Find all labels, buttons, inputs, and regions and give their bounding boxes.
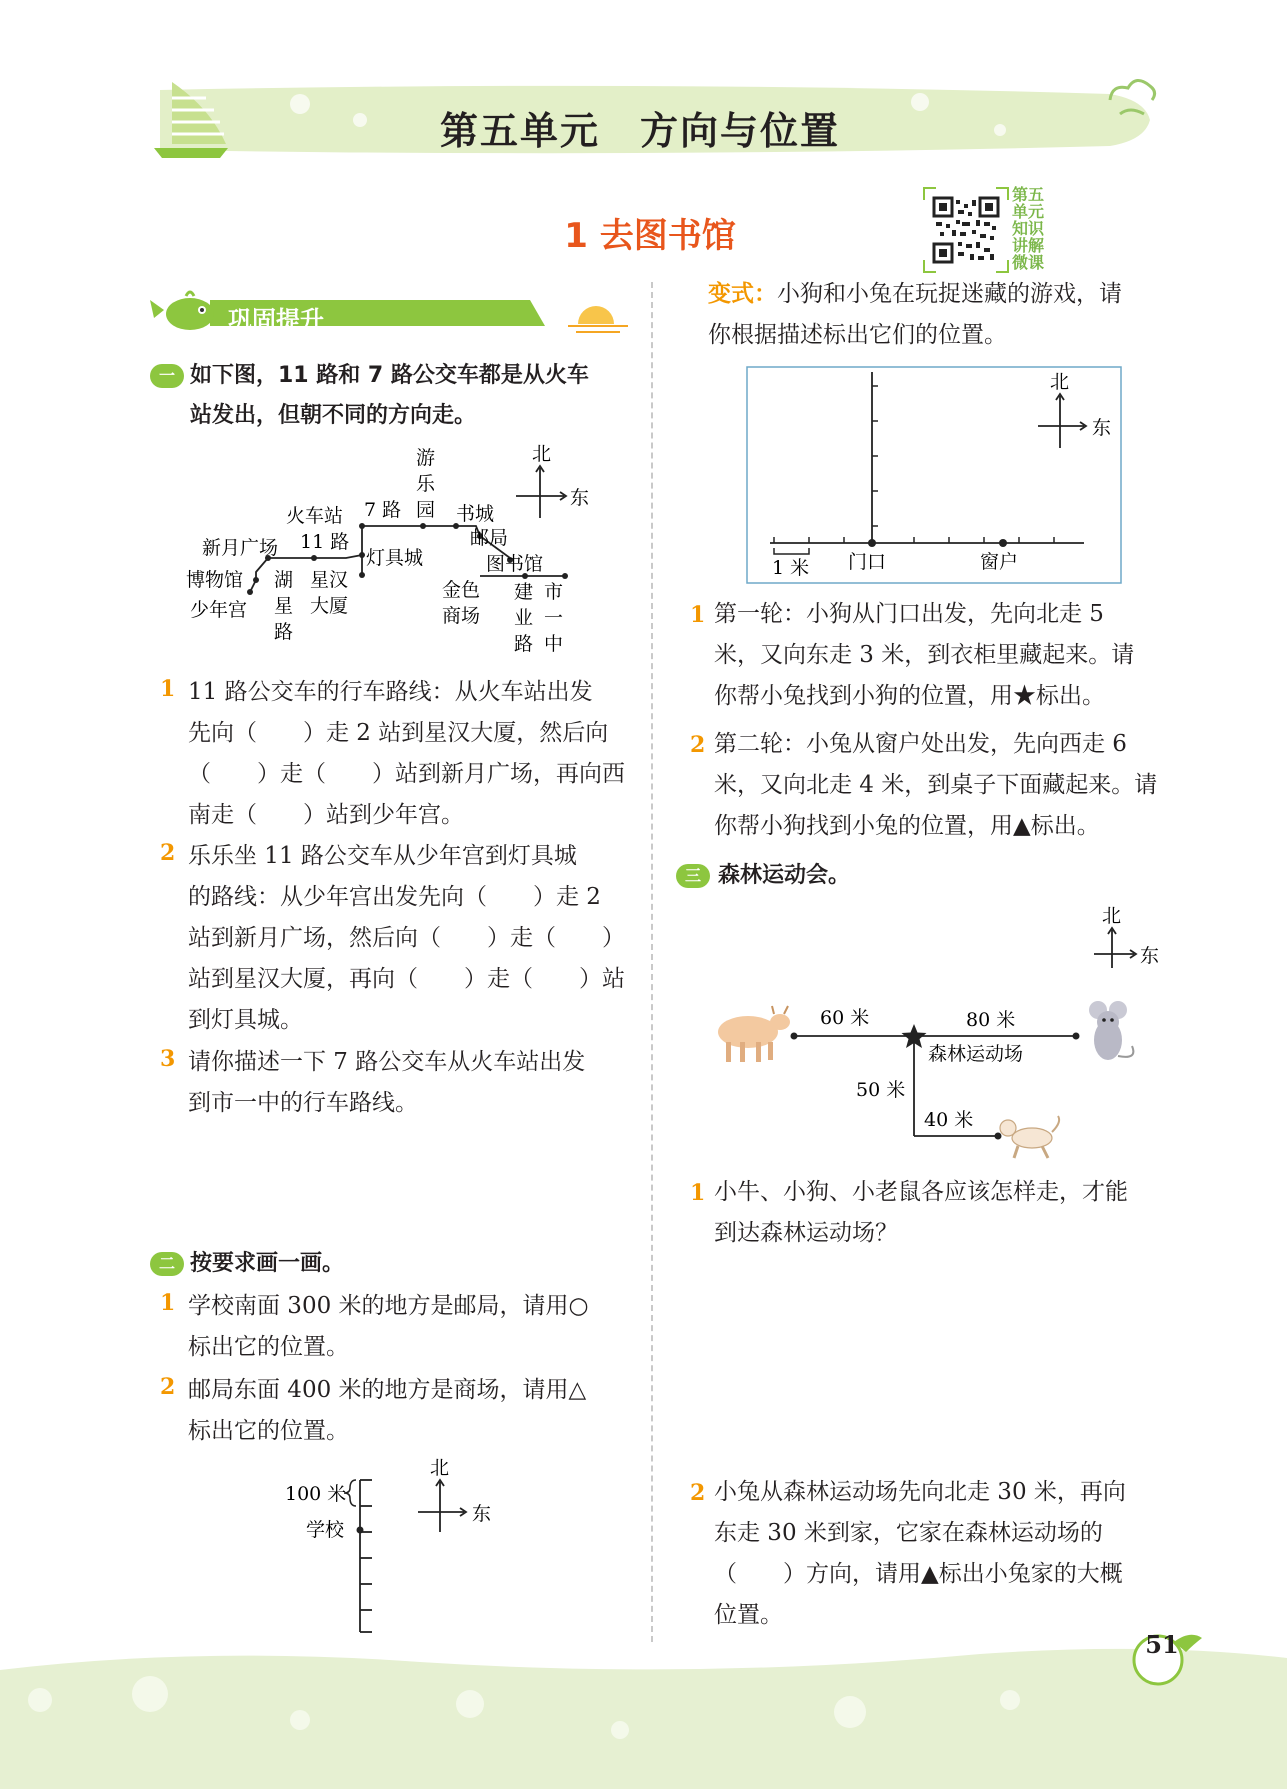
label-route7: 7 路: [364, 499, 402, 521]
sec2-q2-number: 2: [160, 1374, 176, 1400]
label-hu-road-2: 星: [274, 595, 294, 617]
label-jinse-2: 商场: [442, 605, 481, 627]
cow-icon: [718, 1006, 790, 1062]
variant-q2-line-3: 你帮小狗找到小兔的位置，用▲标出。: [714, 813, 1100, 839]
label-park-3: 园: [416, 499, 436, 521]
label-hu-road-3: 路: [274, 621, 294, 643]
label-lamp-city: 灯具城: [366, 547, 424, 569]
variant-q1-text: [714, 594, 1134, 717]
variant-line-1: 小狗和小兔在玩捉迷藏的游戏，请: [777, 281, 1122, 307]
label-jianye-3: 路: [514, 633, 534, 655]
sec3-q2-line-3: （ ）方向，请用▲标出小兔家的大概: [714, 1561, 1123, 1587]
bus-route-map: [180, 440, 620, 670]
sec2-q1-line-1: 学校南面 300 米的地方是邮局，请用○: [188, 1293, 589, 1319]
sec2-q1-number: 1: [160, 1290, 176, 1316]
qr-caption: 第五单元知识讲解微课: [1012, 185, 1045, 272]
dist-south: 50 米: [856, 1079, 906, 1101]
q1-line-1: 11 路公交车的行车路线：从火车站出发: [188, 679, 593, 705]
label-youth-palace: 少年宫: [190, 599, 248, 621]
scale-label: 100 米: [285, 1483, 347, 1505]
q2-line-1: 乐乐坐 11 路公交车从少年宫到灯具城: [188, 843, 577, 869]
q3-line-1: 请你描述一下 7 路公交车从火车站出发: [188, 1049, 586, 1075]
unit-label: 1 米: [772, 557, 810, 579]
cloud-icon: [1100, 70, 1160, 130]
dist-dog: 40 米: [924, 1109, 974, 1131]
label-jianye-1: 建: [514, 581, 534, 603]
sec3-q2-text: [714, 1472, 1126, 1636]
sec3-q2-number: 2: [690, 1480, 706, 1506]
lesson-title: 1 去图书馆: [564, 216, 736, 256]
page-number: 51: [1145, 1630, 1179, 1659]
unit-title: 第五单元 方向与位置: [439, 109, 840, 153]
fig2-east: 东: [472, 1503, 492, 1525]
fig4-east: 东: [1140, 945, 1160, 967]
label-jinse-1: 金色: [442, 579, 481, 601]
variant-q2-line-1: 第二轮：小兔从窗户处出发，先向西走 6: [714, 731, 1127, 757]
map-north: 北: [532, 443, 552, 465]
variant-q2-line-2: 米，又向北走 4 米，到桌子下面藏起来。请: [714, 772, 1158, 798]
review-label: 巩固提升: [228, 306, 324, 334]
variant-q1-line-2: 米，又向东走 3 米，到衣柜里藏起来。请: [714, 642, 1135, 668]
footer-decoration: [0, 1640, 1287, 1789]
compass-icon: [418, 1480, 466, 1532]
q1-line-2: 先向（ ）走 2 站到星汉大厦，然后向: [188, 720, 609, 746]
qr-frame: [922, 186, 1010, 274]
q1-line-3: （ ）走（ ）站到新月广场，再向西: [188, 761, 625, 787]
variant-q1-number: 1: [690, 602, 706, 628]
label-school1-2: 一: [544, 607, 564, 629]
fig3-east: 东: [1092, 417, 1112, 439]
q2-line-5: 到灯具城。: [188, 1007, 303, 1033]
sec3-q1-number: 1: [690, 1180, 706, 1206]
label-jianye-2: 业: [514, 607, 534, 629]
variant-label: 变式：: [708, 281, 777, 307]
sec2-q2-line-2: 标出它的位置。: [188, 1418, 349, 1444]
sec3-q1-line-2: 到达森林运动场？: [714, 1220, 898, 1246]
q2-line-3: 站到新月广场，然后向（ ）走（ ）: [188, 925, 625, 951]
label-post-office: 邮局: [470, 527, 509, 549]
sec2-title: 按要求画一画。: [190, 1251, 345, 1276]
q3-number: 3: [160, 1046, 176, 1072]
label-park-1: 游: [416, 447, 436, 469]
label-museum: 博物馆: [186, 569, 244, 591]
column-divider: [651, 282, 653, 1642]
mouse-icon: [1089, 1001, 1133, 1060]
variant-q2-text: [714, 724, 1157, 847]
q3-text: [188, 1042, 585, 1124]
sec1-title-line2: 站发出，但朝不同的方向走。: [190, 403, 477, 428]
q2-text: [188, 836, 625, 1041]
q2-line-2: 的路线：从少年宫出发先向（ ）走 2: [188, 884, 601, 910]
venue-label: 森林运动场: [928, 1043, 1024, 1065]
label-plaza: 新月广场: [202, 537, 279, 559]
q1-text: [188, 672, 625, 836]
sec2-q1-line-2: 标出它的位置。: [188, 1334, 349, 1360]
dog-icon: [1000, 1116, 1059, 1158]
sec2-q2-line-1: 邮局东面 400 米的地方是商场，请用△: [188, 1377, 587, 1403]
q2-number: 2: [160, 840, 176, 866]
label-xinghan-2: 大厦: [310, 595, 349, 617]
q1-number: 1: [160, 676, 176, 702]
label-xinghan-1: 星汉: [310, 569, 349, 591]
variant-q1-line-1: 第一轮：小狗从门口出发，先向北走 5: [714, 601, 1104, 627]
sec3-q2-line-1: 小兔从森林运动场先向北走 30 米，再向: [714, 1479, 1126, 1505]
school-scale-figure: [280, 1456, 520, 1636]
label-park-2: 乐: [416, 473, 436, 495]
label-bookstore: 书城: [456, 503, 495, 525]
variant-q2-number: 2: [690, 732, 706, 758]
label-train-station: 火车站: [286, 505, 344, 527]
q3-line-2: 到市一中的行车路线。: [188, 1090, 418, 1116]
variant-text: [708, 274, 1122, 356]
dist-mouse: 80 米: [966, 1009, 1016, 1031]
sailboat-icon: [150, 78, 230, 160]
variant-line-2: 你根据描述标出它们的位置。: [708, 322, 1007, 348]
label-school1-3: 中: [544, 633, 564, 655]
q2-line-4: 站到星汉大厦，再向（ ）走（ ）站: [188, 966, 625, 992]
compass-icon: [516, 466, 566, 518]
fig3-north: 北: [1050, 371, 1070, 393]
window-label: 窗户: [980, 551, 1019, 573]
sec3-q1-text: [714, 1172, 1128, 1254]
sec2-q1-text: [188, 1286, 589, 1368]
q1-line-4: 南走（ ）站到少年宫。: [188, 802, 464, 828]
hide-seek-figure: [746, 366, 1122, 584]
sec3-q2-line-4: 位置。: [714, 1602, 783, 1628]
dist-cow: 60 米: [820, 1007, 870, 1029]
variant-q1-line-3: 你帮小兔找到小狗的位置，用★标出。: [714, 683, 1105, 709]
map-east: 东: [570, 487, 590, 509]
sec3-title: 森林运动会。: [718, 863, 851, 888]
section-badge-3: 三: [676, 864, 710, 888]
label-hu-road-1: 湖: [274, 569, 294, 591]
school-label: 学校: [306, 1519, 345, 1541]
sec3-q1-line-1: 小牛、小狗、小老鼠各应该怎样走，才能: [714, 1179, 1128, 1205]
label-route11: 11 路: [300, 531, 350, 553]
sec2-q2-text: [188, 1370, 586, 1452]
review-banner: [150, 290, 630, 340]
sec1-title-line1: 如下图，11 路和 7 路公交车都是从火车: [190, 363, 589, 388]
label-library: 图书馆: [486, 553, 544, 575]
fig4-north: 北: [1102, 905, 1122, 927]
label-school1-1: 市: [544, 581, 564, 603]
sec3-q2-line-2: 东走 30 米到家，它家在森林运动场的: [714, 1520, 1103, 1546]
compass-icon: [1094, 928, 1136, 968]
fig2-north: 北: [430, 1457, 450, 1479]
section-badge-2: 二: [150, 1252, 184, 1276]
door-label: 门口: [848, 551, 887, 573]
forest-games-figure: [708, 900, 1172, 1160]
section-badge-1: 一: [150, 364, 184, 388]
